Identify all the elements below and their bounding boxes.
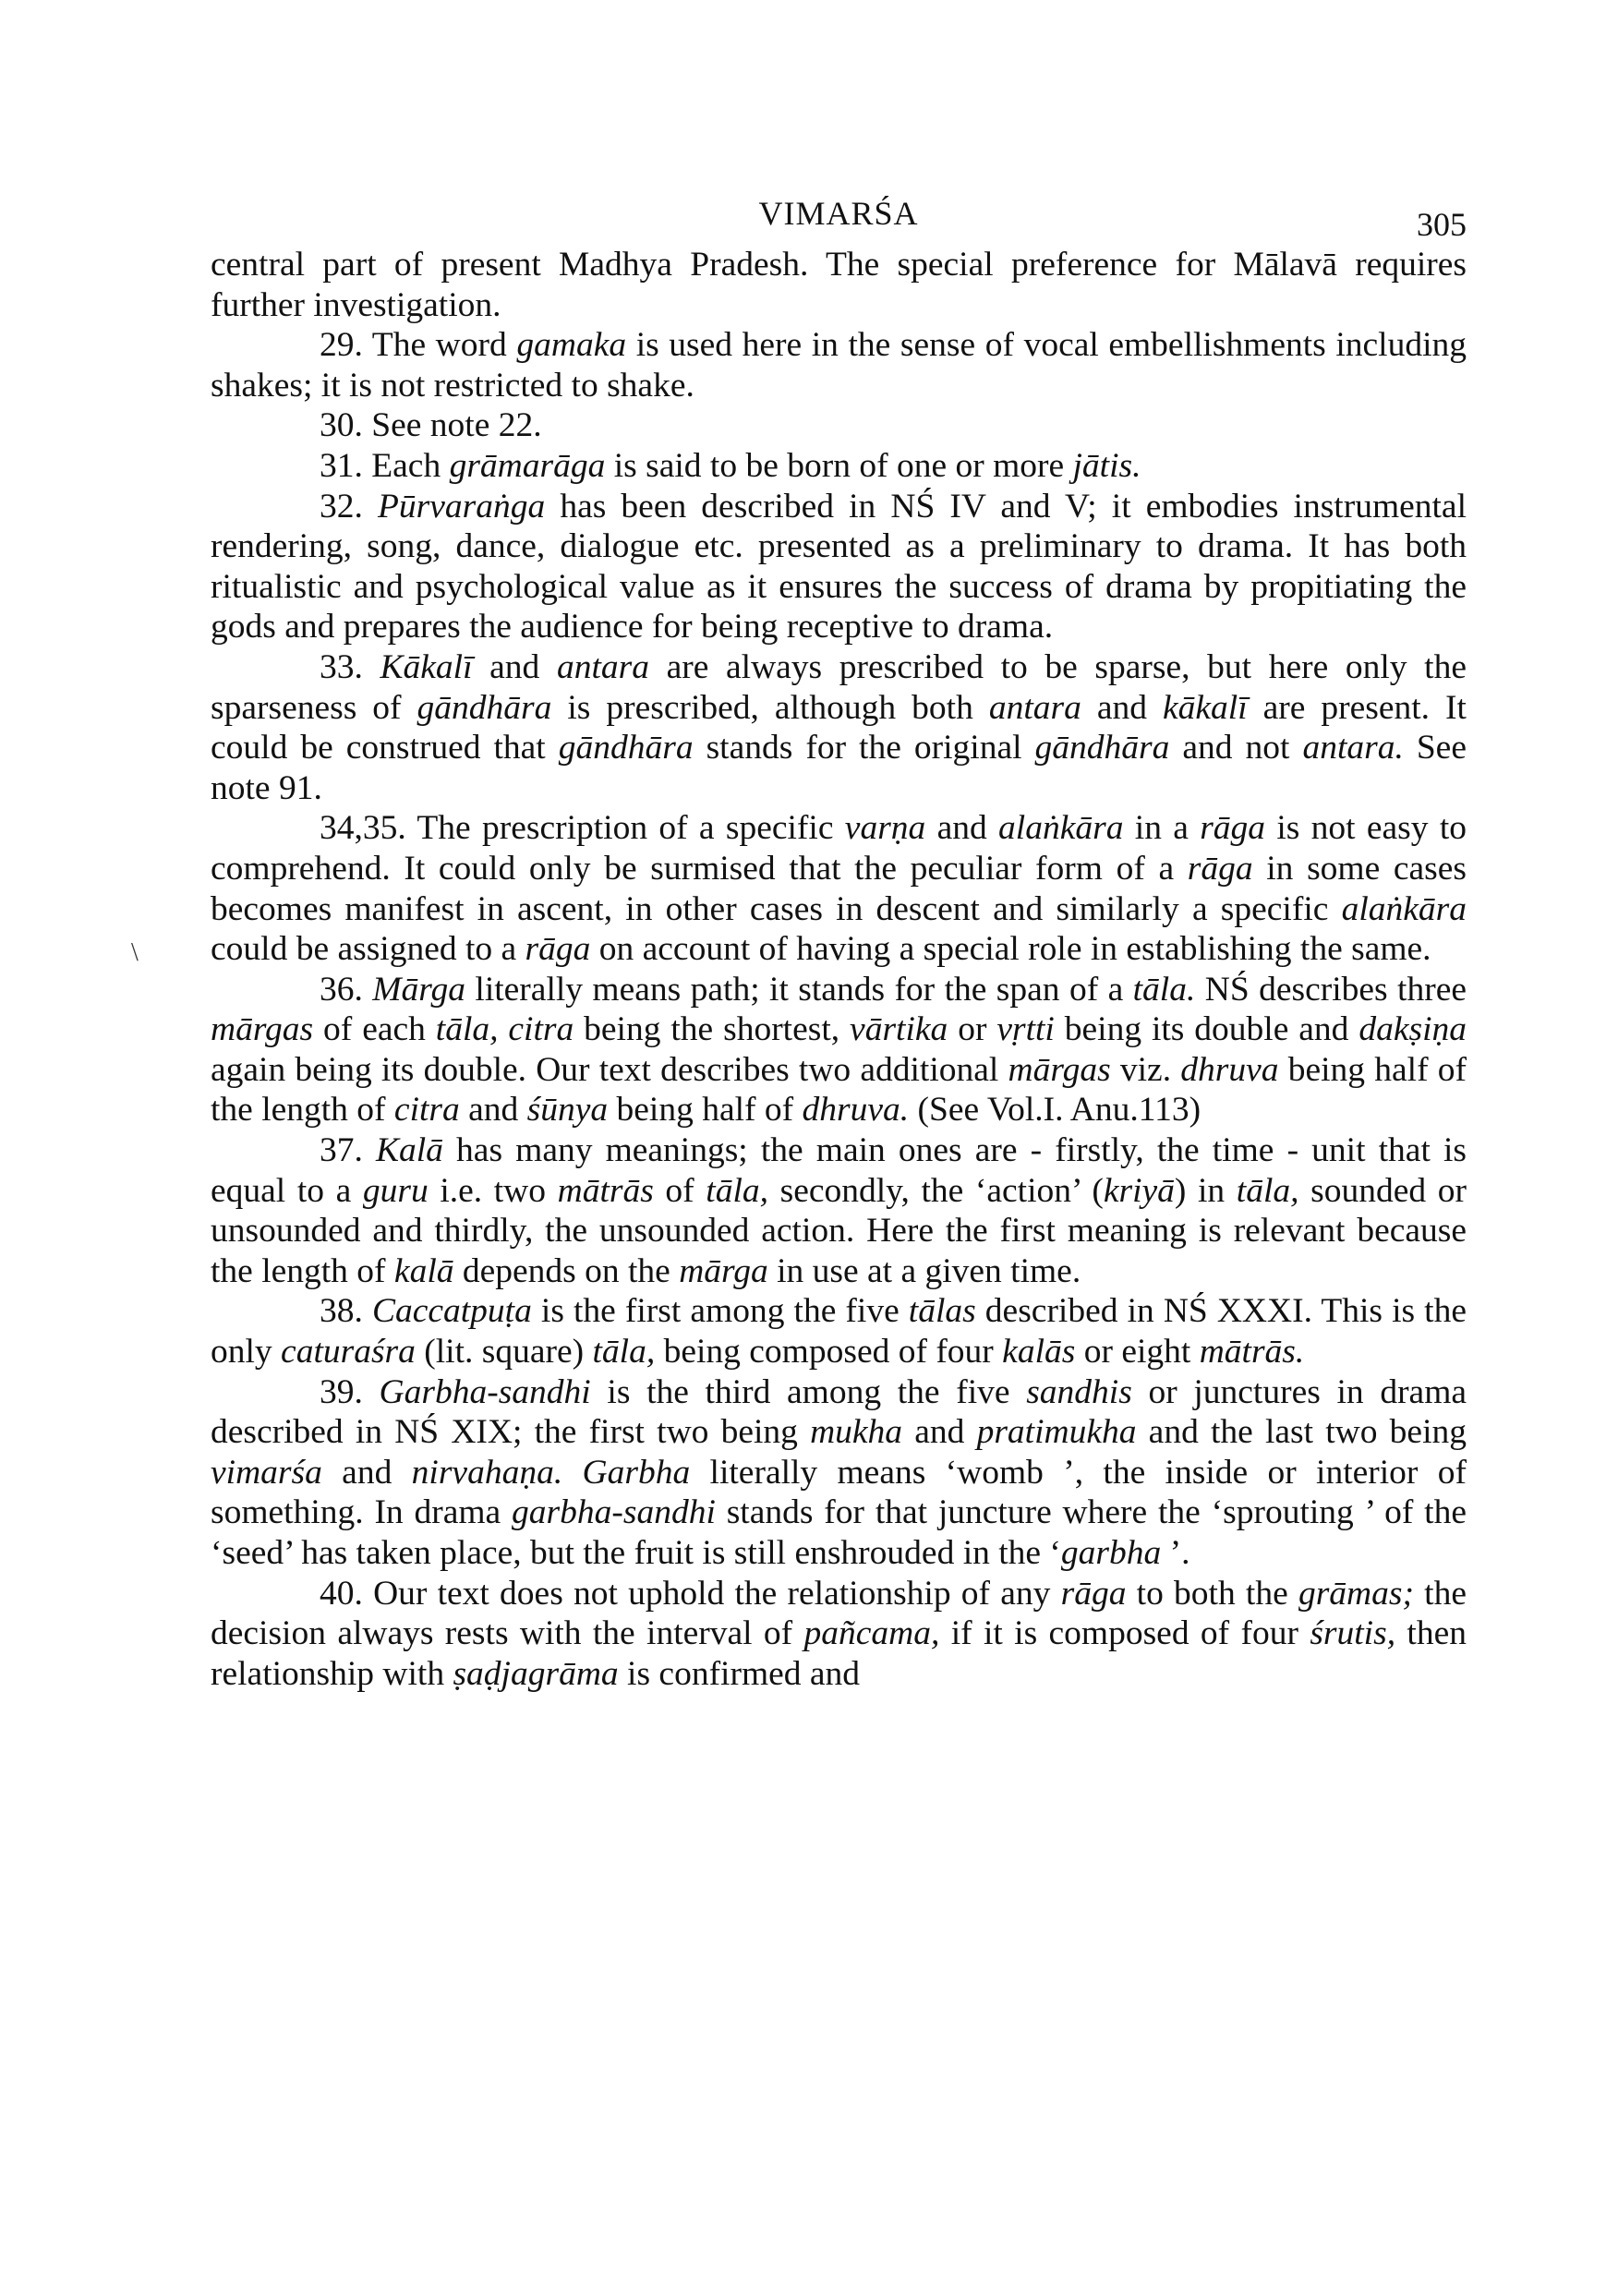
text-run: secondly, the ‘action’ ( xyxy=(768,1171,1104,1210)
footnote-paragraph xyxy=(211,446,1467,487)
text-run: and xyxy=(459,1091,527,1130)
text-run: is confirmed and xyxy=(618,1654,861,1693)
italic-term: gāndhāra xyxy=(417,688,552,727)
italic-term: tāla, xyxy=(1236,1171,1299,1210)
italic-term: rāga xyxy=(1187,849,1253,888)
italic-term: Pūrvaraṅga xyxy=(377,487,546,526)
footnote-paragraph xyxy=(211,487,1467,647)
text-run: 33. xyxy=(320,647,380,686)
italic-term: rāga xyxy=(525,930,591,969)
italic-term: garbha xyxy=(1060,1534,1162,1572)
text-run: if it is composed of four xyxy=(939,1614,1310,1653)
text-run: being composed of four xyxy=(655,1333,1003,1372)
italic-term: antara xyxy=(988,688,1081,727)
text-run: or xyxy=(948,1010,997,1049)
italic-term: caturaśra xyxy=(281,1333,416,1372)
text-run: 40. Our text does not uphold the relationship of any xyxy=(320,1574,1061,1613)
italic-term: Garbha-sandhi xyxy=(379,1372,591,1411)
text-run: stands for the original xyxy=(693,729,1035,767)
text-run: then relationship with xyxy=(211,1614,1467,1693)
text-run: being the shortest, xyxy=(574,1010,851,1049)
italic-term: tāla. xyxy=(1132,970,1196,1009)
italic-term: grāmarāga xyxy=(449,446,606,485)
italic-term: śrutis, xyxy=(1310,1614,1396,1653)
text-run: 37. xyxy=(320,1131,376,1170)
italic-term: pañcama, xyxy=(803,1614,940,1653)
text-run: is prescribed, although both xyxy=(551,688,989,727)
text-run: to both the xyxy=(1126,1574,1298,1613)
italic-term: śūnya xyxy=(526,1091,609,1130)
text-run: on account of having a special role in establishing the same. xyxy=(590,930,1431,969)
text-run: or eight xyxy=(1075,1333,1200,1372)
italic-term: dhruva. xyxy=(802,1091,910,1130)
running-head: VIMARŚA xyxy=(758,195,919,232)
text-run: of each xyxy=(313,1010,436,1049)
text-run: of xyxy=(653,1171,706,1210)
text-run: and not xyxy=(1169,729,1303,767)
text-run: the decision always rests with the interval of xyxy=(211,1574,1467,1653)
text-run: and the last two being xyxy=(1136,1413,1467,1452)
footnote-paragraph xyxy=(211,970,1467,1130)
italic-term: gāndhāra xyxy=(1034,729,1170,767)
italic-term: gamaka xyxy=(516,326,627,365)
italic-term: kriyā xyxy=(1103,1171,1175,1210)
italic-term: Caccatpuṭa xyxy=(371,1292,532,1331)
text-run: See note 91. xyxy=(211,729,1467,807)
footnote-paragraph xyxy=(211,325,1467,405)
text-run: and xyxy=(321,1453,412,1492)
text-run: has many meanings; the main ones are - firstly, the time - unit that is equal to a xyxy=(211,1131,1467,1210)
text-run: 31. Each xyxy=(320,446,450,485)
text-run: is used here in the sense of vocal embellishments including shakes; it is not restricted to shake. xyxy=(211,326,1467,405)
text-run: in some cases becomes manifest in ascent, in other cases in descent and similarly a specific xyxy=(211,849,1467,928)
text-run: and xyxy=(925,809,999,848)
italic-term: kalās xyxy=(1002,1333,1076,1372)
italic-term: vārtika xyxy=(850,1010,948,1049)
italic-term: mātrās xyxy=(557,1171,654,1210)
text-run: and xyxy=(472,647,557,686)
text-run: literally means ‘womb ’, the inside or interior of something. In drama xyxy=(211,1453,1467,1532)
italic-term: Kalā xyxy=(376,1131,443,1170)
italic-term: ṣaḍjagrāma xyxy=(453,1654,619,1693)
text-run: again being its double. Our text describes two additional xyxy=(211,1050,1008,1089)
italic-term: mārgas xyxy=(1008,1050,1111,1089)
footnote-paragraph xyxy=(211,1130,1467,1291)
italic-term: Mārga xyxy=(372,970,465,1009)
italic-term: mārgas xyxy=(211,1010,314,1049)
text-run: are present. It could be construed that xyxy=(211,688,1467,767)
text-run: in use at a given time. xyxy=(767,1251,1081,1290)
italic-term: dakṣiṇa xyxy=(1358,1010,1467,1049)
text-run: stands for that juncture where the ‘sprouting ’ of the ‘seed’ has taken place, but the fruit is still enshrouded in the ‘ xyxy=(211,1493,1467,1572)
page-header xyxy=(211,194,1467,249)
text-run: in a xyxy=(1123,809,1201,848)
italic-term: varṇa xyxy=(844,809,926,848)
text-run: being half of the length of xyxy=(211,1050,1467,1130)
italic-term: antara xyxy=(556,647,649,686)
text-run: (See Vol.I. Anu.113) xyxy=(909,1091,1201,1130)
italic-term: antara. xyxy=(1302,729,1404,767)
footnote-paragraph xyxy=(211,1574,1467,1695)
footnote-paragraph xyxy=(211,1291,1467,1372)
footnote-paragraph xyxy=(211,647,1467,808)
italic-term: kalā xyxy=(393,1251,454,1290)
text-run: is not easy to comprehend. It could only be surmised that the peculiar form of a xyxy=(211,809,1467,888)
text-run: and xyxy=(902,1413,977,1452)
text-run: is said to be born of one or more xyxy=(605,446,1073,485)
text-run: and xyxy=(1081,688,1163,727)
italic-term: guru xyxy=(362,1171,429,1210)
text-run: ) in xyxy=(1174,1171,1237,1210)
italic-term: jātis. xyxy=(1072,446,1141,485)
italic-term: mārga xyxy=(679,1251,768,1290)
footnote-paragraph xyxy=(211,1372,1467,1574)
italic-term: tāla, xyxy=(592,1333,656,1372)
italic-term: mātrās. xyxy=(1199,1333,1305,1372)
italic-term: rāga xyxy=(1200,809,1266,848)
footnote-paragraph xyxy=(211,808,1467,969)
text-run: could be assigned to a xyxy=(211,930,525,969)
text-run: ’. xyxy=(1161,1534,1190,1572)
italic-term: garbha-sandhi xyxy=(512,1493,716,1532)
text-run: is the third among the five xyxy=(590,1372,1027,1411)
text-run: 29. The word xyxy=(320,326,517,365)
text-run: or junctures in drama described in NŚ XIX; the first two being xyxy=(211,1372,1467,1452)
text-run: 32. xyxy=(320,487,378,526)
italic-term: citra xyxy=(393,1091,460,1130)
text-run: described in NŚ XXXI. This is the only xyxy=(211,1292,1467,1372)
text-run: 39. xyxy=(320,1372,380,1411)
italic-term: grāmas; xyxy=(1298,1574,1414,1613)
text-run: has been described in NŚ IV and V; it embodies instrumental rendering, song, dance, dialogue etc. presented as a preliminary to drama. It has both ritualistic and psychological value as it ensures the success of drama by propitiating the gods and prepares the audience for being receptive to drama. xyxy=(211,487,1467,647)
text-run: i.e. two xyxy=(428,1171,558,1210)
italic-term: rāga xyxy=(1060,1574,1127,1613)
footnote-paragraph xyxy=(211,405,1467,446)
italic-term: dhruva xyxy=(1180,1050,1279,1089)
margin-tick: \ xyxy=(131,938,139,967)
italic-term: Kākalī xyxy=(380,647,473,686)
text-run: are always prescribed to be sparse, but here only the sparseness of xyxy=(211,647,1467,727)
italic-term: gāndhāra xyxy=(558,729,694,767)
text-run: central part of present Madhya Pradesh. The special preference for Mālavā requires further investigation. xyxy=(211,246,1467,324)
text-run: is the first among the five xyxy=(531,1292,909,1331)
text-run: 38. xyxy=(320,1292,372,1331)
text-run: being its double and xyxy=(1054,1010,1359,1049)
italic-term: mukha xyxy=(810,1413,903,1452)
italic-term: pratimukha xyxy=(976,1413,1137,1452)
text-run: (lit. square) xyxy=(415,1333,593,1372)
italic-term: vṛtti xyxy=(996,1010,1055,1049)
italic-term: tāla, citra xyxy=(435,1010,574,1049)
text-run: sounded or unsounded and thirdly, the unsounded action. Here the first meaning is relevant because the length of xyxy=(211,1171,1467,1290)
italic-term: vimarśa xyxy=(211,1453,322,1492)
footnote-paragraph xyxy=(211,245,1467,325)
italic-term: nirvahaṇa. Garbha xyxy=(411,1453,691,1492)
italic-term: alaṅkāra xyxy=(998,809,1124,848)
italic-term: sandhis xyxy=(1026,1372,1132,1411)
text-run: literally means path; it stands for the span of a xyxy=(465,970,1133,1009)
page-number: 305 xyxy=(1417,206,1467,243)
text-run: being half of xyxy=(608,1091,803,1130)
text-run: 36. xyxy=(320,970,373,1009)
italic-term: tālas xyxy=(908,1292,976,1331)
italic-term: kākalī xyxy=(1162,688,1248,727)
italic-term: alaṅkāra xyxy=(1341,889,1467,928)
notes-body xyxy=(211,245,1467,1694)
text-run: NŚ describes three xyxy=(1195,970,1467,1009)
text-run: 34,35. The prescription of a specific xyxy=(320,809,845,848)
text-run: depends on the xyxy=(453,1251,680,1290)
text-run: viz. xyxy=(1110,1050,1181,1089)
italic-term: tāla, xyxy=(706,1171,768,1210)
text-run: 30. See note 22. xyxy=(320,406,542,445)
